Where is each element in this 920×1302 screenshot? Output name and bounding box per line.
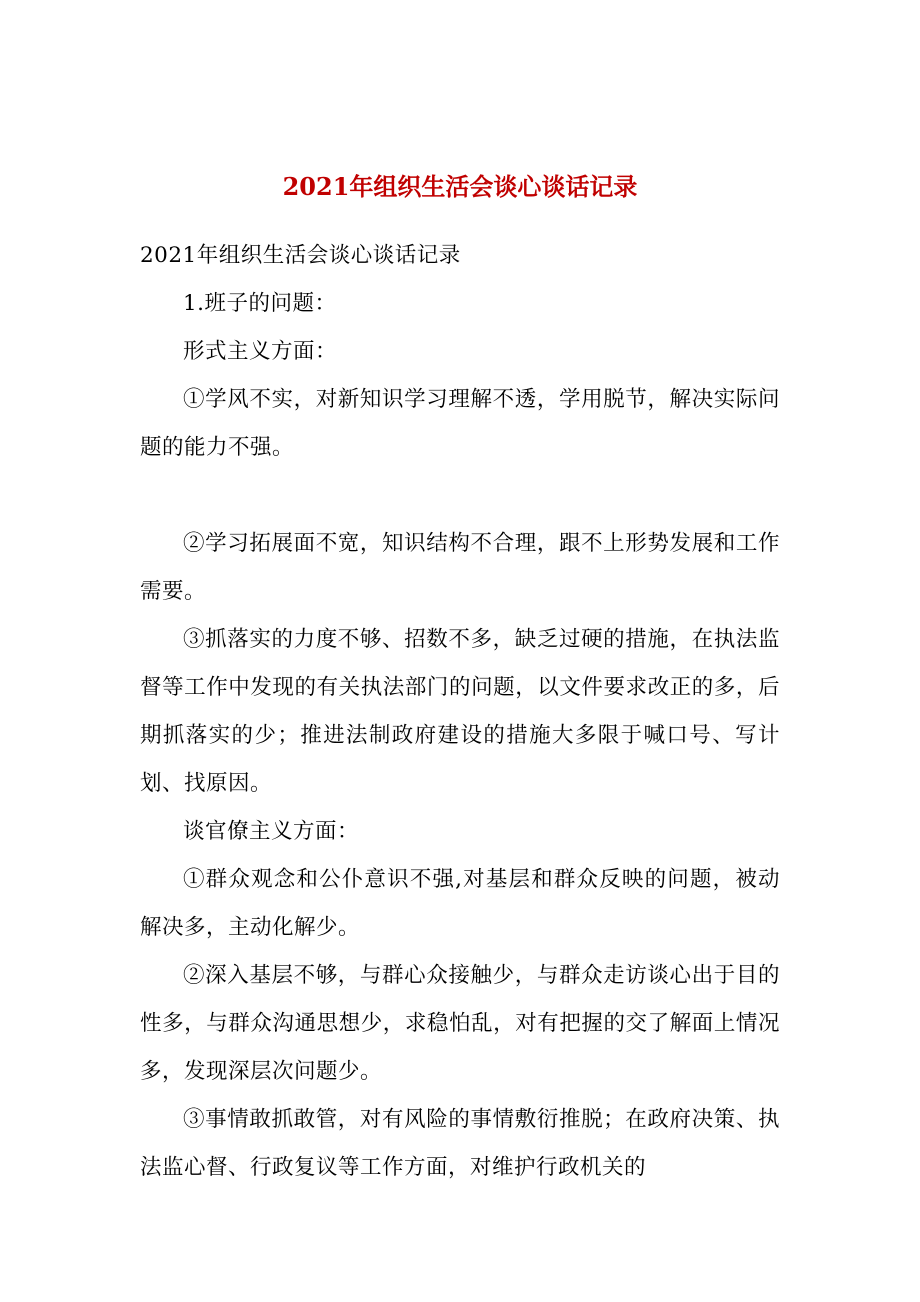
paragraph-formalism-item-1: ①学风不实，对新知识学习理解不透，学用脱节，解决实际问题的能力不强。 [140,387,780,460]
paragraph-formalism-item-2: ②学习拓展面不宽，知识结构不合理，跟不上形势发展和工作需要。 [140,531,780,604]
paragraph-formalism-heading: 形式主义方面： [183,339,338,364]
paragraph-formalism-item-3: ③抓落实的力度不够、招数不多，缺乏过硬的措施，在执法监督等工作中发现的有关执法部门的问题，以文件要求改正的多，后期抓落实的少；推进法制政府建设的措施大多限于喊口号、写计划、找原因。 [140,627,780,796]
document-body [140,232,780,1192]
paragraph-bureaucracy-item-2: ②深入基层不够，与群心众接触少，与群众走访谈心出于目的性多，与群众沟通思想少，求稳怕乱，对有把握的交了解面上情况多，发现深层次问题少。 [140,963,780,1084]
paragraph-section-heading: 1.班子的问题： [183,291,337,316]
paragraph-bureaucracy-heading: 谈官僚主义方面： [183,819,360,844]
paragraph-bureaucracy-item-3: ③事情敢抓敢管，对有风险的事情敷衍推脱；在政府决策、执法监心督、行政复议等工作方面，对维护行政机关的 [140,1107,780,1180]
document-title: 2021年组织生活会谈心谈话记录 [282,172,638,201]
paragraph-bureaucracy-item-1: ①群众观念和公仆意识不强,对基层和群众反映的问题，被动解决多，主动化解少。 [140,867,780,940]
paragraph-spacer [140,472,780,520]
paragraph-subtitle: 2021年组织生活会谈心谈话记录 [140,243,461,268]
